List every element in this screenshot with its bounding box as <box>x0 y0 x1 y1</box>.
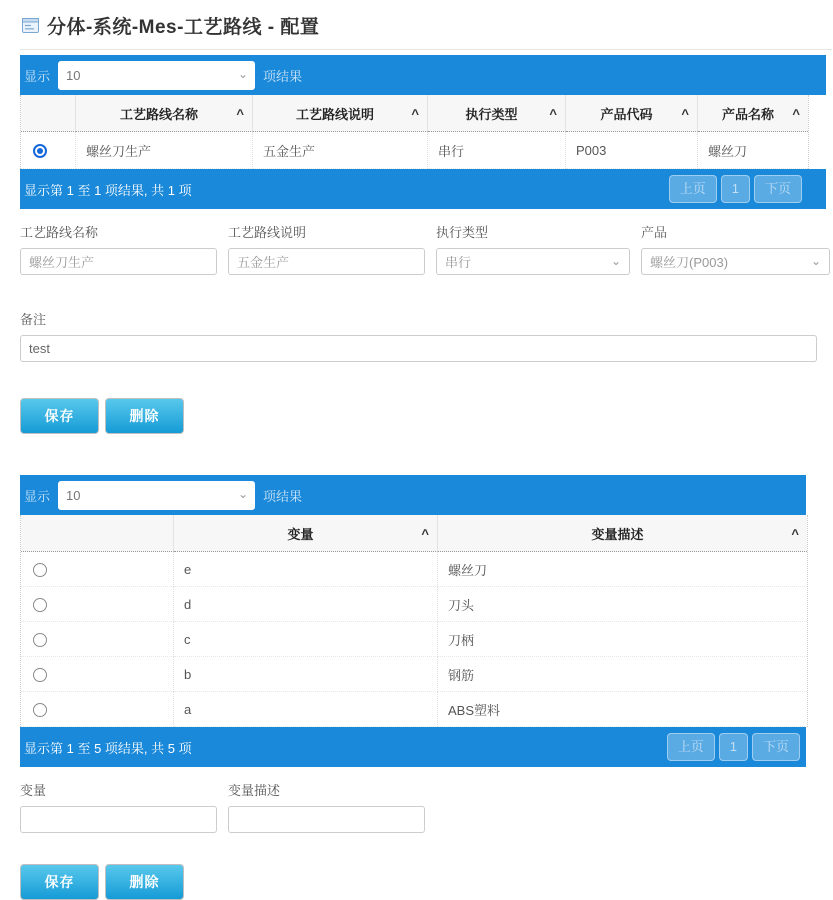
cell-variable: a <box>174 692 438 727</box>
table-row[interactable] <box>21 657 807 692</box>
sort-asc-icon: ^ <box>681 106 689 122</box>
variables-form <box>20 780 833 833</box>
cell-variable-desc: ABS塑料 <box>438 692 807 727</box>
routes-result-info: 显示第 1 至 1 项结果, 共 1 项 <box>24 182 192 198</box>
save-button[interactable]: 保存 <box>20 864 99 900</box>
routes-actions <box>20 398 833 434</box>
exec-type-select[interactable]: 串行 ⌄ <box>436 248 630 275</box>
cell-variable: d <box>174 587 438 622</box>
route-name-input[interactable] <box>20 248 217 275</box>
sort-asc-icon: ^ <box>791 526 799 542</box>
row-radio[interactable] <box>33 144 47 158</box>
sort-asc-icon: ^ <box>411 106 419 122</box>
show-label: 显示 <box>24 488 51 504</box>
sort-asc-icon: ^ <box>421 526 429 542</box>
variables-header-row <box>21 515 807 552</box>
table-row[interactable] <box>21 622 807 657</box>
cell-variable-desc: 刀头 <box>438 587 807 622</box>
form-icon <box>22 18 39 33</box>
variables-pagination <box>663 733 800 762</box>
row-radio[interactable] <box>33 563 47 577</box>
routes-footer <box>20 169 826 209</box>
sort-asc-icon: ^ <box>236 106 244 122</box>
cell-route-desc: 五金生产 <box>253 132 428 169</box>
delete-button[interactable]: 删除 <box>105 864 184 900</box>
routes-header-row <box>21 95 808 132</box>
column-header-variable[interactable]: 变量 ^ <box>174 515 438 552</box>
routes-toolbar <box>20 55 826 95</box>
variable-desc-label: 变量描述 <box>228 783 281 798</box>
remark-block <box>20 309 833 362</box>
exec-type-label: 执行类型 <box>436 225 489 240</box>
column-header-variable-desc[interactable]: 变量描述 ^ <box>438 515 807 552</box>
page-number-button[interactable]: 1 <box>719 733 748 762</box>
table-row[interactable] <box>21 132 808 169</box>
next-page-button[interactable]: 下页 <box>752 733 800 762</box>
row-radio[interactable] <box>33 703 47 717</box>
column-header-select <box>21 95 76 132</box>
route-desc-input[interactable] <box>228 248 425 275</box>
routes-pagination <box>665 175 802 204</box>
column-header-product-code[interactable]: 产品代码 ^ <box>566 95 698 132</box>
cell-variable-desc: 刀柄 <box>438 622 807 657</box>
show-label: 显示 <box>24 68 51 84</box>
prev-page-button[interactable]: 上页 <box>667 733 715 762</box>
cell-variable: c <box>174 622 438 657</box>
variables-result-info: 显示第 1 至 5 项结果, 共 5 项 <box>24 740 192 756</box>
chevron-down-icon: ⌄ <box>237 487 249 502</box>
next-page-button[interactable]: 下页 <box>754 175 802 204</box>
table-row[interactable] <box>21 552 807 587</box>
cell-exec-type: 串行 <box>428 132 566 169</box>
variable-desc-input[interactable] <box>228 806 425 833</box>
column-header-product-name[interactable]: 产品名称 ^ <box>698 95 808 132</box>
variables-footer <box>20 727 806 767</box>
chevron-down-icon: ⌄ <box>810 253 821 268</box>
remark-label: 备注 <box>20 312 47 327</box>
sort-asc-icon: ^ <box>792 106 800 122</box>
row-radio[interactable] <box>33 633 47 647</box>
variables-section <box>20 475 833 900</box>
product-select[interactable]: 螺丝刀(P003) ⌄ <box>641 248 830 275</box>
prev-page-button[interactable]: 上页 <box>669 175 717 204</box>
cell-variable: e <box>174 552 438 587</box>
page-title: 分体-系统-Mes-工艺路线 - 配置 <box>47 17 320 38</box>
routes-page-size-select[interactable] <box>58 61 255 90</box>
routes-form <box>20 222 833 275</box>
column-header-exec-type[interactable]: 执行类型 ^ <box>428 95 566 132</box>
title-bar <box>20 8 832 50</box>
route-name-label: 工艺路线名称 <box>20 225 99 240</box>
table-row[interactable] <box>21 692 807 727</box>
cell-variable-desc: 钢筋 <box>438 657 807 692</box>
results-label: 项结果 <box>263 68 303 84</box>
column-header-route-desc[interactable]: 工艺路线说明 ^ <box>253 95 428 132</box>
remark-input[interactable] <box>20 335 817 362</box>
column-header-select <box>21 515 174 552</box>
chevron-down-icon: ⌄ <box>610 253 621 268</box>
row-radio[interactable] <box>33 668 47 682</box>
variables-toolbar <box>20 475 806 515</box>
delete-button[interactable]: 删除 <box>105 398 184 434</box>
chevron-down-icon: ⌄ <box>237 67 249 82</box>
row-radio[interactable] <box>33 598 47 612</box>
variables-table <box>20 515 808 727</box>
variable-label: 变量 <box>20 783 47 798</box>
routes-table <box>20 95 809 169</box>
variables-page-size-select[interactable] <box>58 481 255 510</box>
column-header-route-name[interactable]: 工艺路线名称 ^ <box>76 95 253 132</box>
product-label: 产品 <box>641 225 668 240</box>
cell-product-code: P003 <box>566 132 698 169</box>
variable-input[interactable] <box>20 806 217 833</box>
results-label: 项结果 <box>263 488 303 504</box>
variables-actions <box>20 864 833 900</box>
cell-product-name: 螺丝刀 <box>698 132 808 169</box>
cell-variable-desc: 螺丝刀 <box>438 552 807 587</box>
route-desc-label: 工艺路线说明 <box>228 225 307 240</box>
sort-asc-icon: ^ <box>549 106 557 122</box>
cell-route-name: 螺丝刀生产 <box>76 132 253 169</box>
cell-variable: b <box>174 657 438 692</box>
page-number-button[interactable]: 1 <box>721 175 750 204</box>
routes-section <box>20 55 833 434</box>
table-row[interactable] <box>21 587 807 622</box>
save-button[interactable]: 保存 <box>20 398 99 434</box>
